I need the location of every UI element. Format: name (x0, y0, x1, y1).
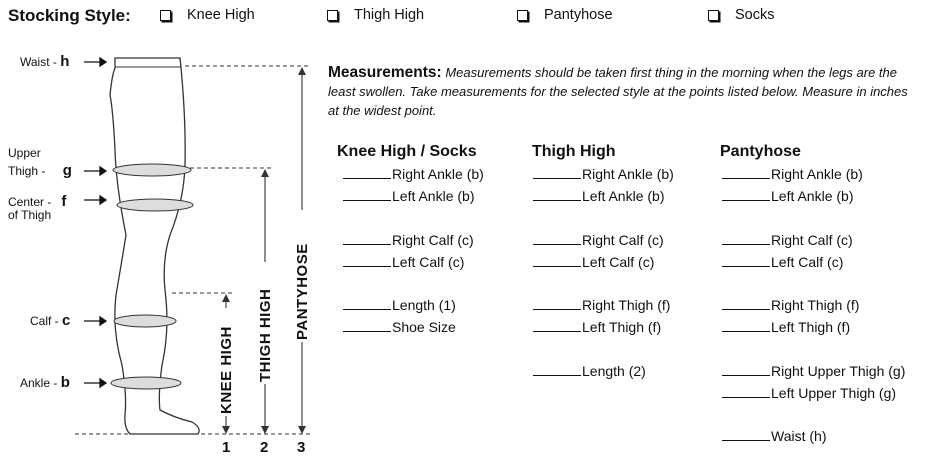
thigh-high-heading: Thigh High (532, 143, 616, 160)
field-th-right-ankle[interactable]: Right Ankle (b) (533, 166, 674, 182)
field-ph-left-ankle[interactable]: Left Ankle (b) (722, 188, 854, 204)
center-thigh-label: Center - f (8, 193, 67, 210)
of-thigh-label: of Thigh (8, 208, 52, 222)
field-kh-shoe-size[interactable]: Shoe Size (343, 319, 456, 335)
pantyhose-vertical-label: PANTYHOSE (294, 243, 311, 340)
socks-label: Socks (735, 7, 775, 23)
pantyhose-heading: Pantyhose (720, 143, 801, 160)
measurements-heading: Measurements: (328, 64, 442, 81)
waist-label: Waist - h (20, 53, 70, 70)
field-ph-right-thigh[interactable]: Right Thigh (f) (722, 297, 859, 313)
upper-label: Upper (8, 146, 41, 160)
field-kh-left-ankle[interactable]: Left Ankle (b) (343, 188, 475, 204)
leg-diagram (0, 0, 330, 460)
field-th-length[interactable]: Length (2) (533, 363, 646, 379)
pantyhose-checkbox[interactable] (517, 10, 528, 21)
measurements-instructions (328, 63, 918, 120)
field-th-right-thigh[interactable]: Right Thigh (f) (533, 297, 670, 313)
field-th-right-calf[interactable]: Right Calf (c) (533, 232, 664, 248)
length-number-2: 2 (260, 439, 269, 456)
field-th-left-calf[interactable]: Left Calf (c) (533, 254, 654, 270)
knee-high-label: Knee High (187, 7, 255, 23)
field-kh-left-calf[interactable]: Left Calf (c) (343, 254, 464, 270)
measurements-text: Measurements should be taken first thing in the morning when the legs are the least swollen. Take measurements for the selected style at the points listed below. Measure in inches at the widest point. (328, 65, 908, 118)
field-ph-left-thigh[interactable]: Left Thigh (f) (722, 319, 850, 335)
pantyhose-label: Pantyhose (544, 7, 613, 23)
field-kh-length[interactable]: Length (1) (343, 297, 456, 313)
thigh-high-label: Thigh High (354, 7, 425, 23)
knee-high-vertical-label: KNEE HIGH (218, 326, 235, 414)
field-kh-right-calf[interactable]: Right Calf (c) (343, 232, 474, 248)
field-ph-left-calf[interactable]: Left Calf (c) (722, 254, 843, 270)
length-number-3: 3 (297, 439, 306, 456)
option-socks[interactable] (708, 7, 775, 23)
field-ph-left-upper-thigh[interactable]: Left Upper Thigh (g) (722, 385, 896, 401)
ankle-label: Ankle - b (20, 374, 70, 391)
tape-ring-calf (114, 315, 176, 327)
field-ph-right-ankle[interactable]: Right Ankle (b) (722, 166, 863, 182)
field-th-left-ankle[interactable]: Left Ankle (b) (533, 188, 665, 204)
field-th-left-thigh[interactable]: Left Thigh (f) (533, 319, 661, 335)
option-thigh-high[interactable] (327, 7, 424, 23)
field-ph-right-upper-thigh[interactable]: Right Upper Thigh (g) (722, 363, 905, 379)
length-number-1: 1 (222, 439, 231, 456)
field-ph-waist[interactable]: Waist (h) (722, 428, 826, 444)
upper-thigh-label: Thigh - g (8, 162, 72, 179)
tape-ring-upper-thigh (113, 164, 191, 176)
field-kh-right-ankle[interactable]: Right Ankle (b) (343, 166, 484, 182)
field-ph-right-calf[interactable]: Right Calf (c) (722, 232, 853, 248)
tape-ring-ankle (111, 377, 181, 389)
thigh-high-vertical-label: THIGH HIGH (257, 288, 274, 382)
stocking-style-title: Stocking Style: (8, 6, 131, 25)
option-pantyhose[interactable] (517, 7, 613, 23)
calf-label: Calf - c (30, 312, 71, 329)
tape-ring-center-thigh (117, 199, 193, 211)
socks-checkbox[interactable] (708, 10, 719, 21)
knee-high-socks-heading: Knee High / Socks (337, 143, 477, 160)
